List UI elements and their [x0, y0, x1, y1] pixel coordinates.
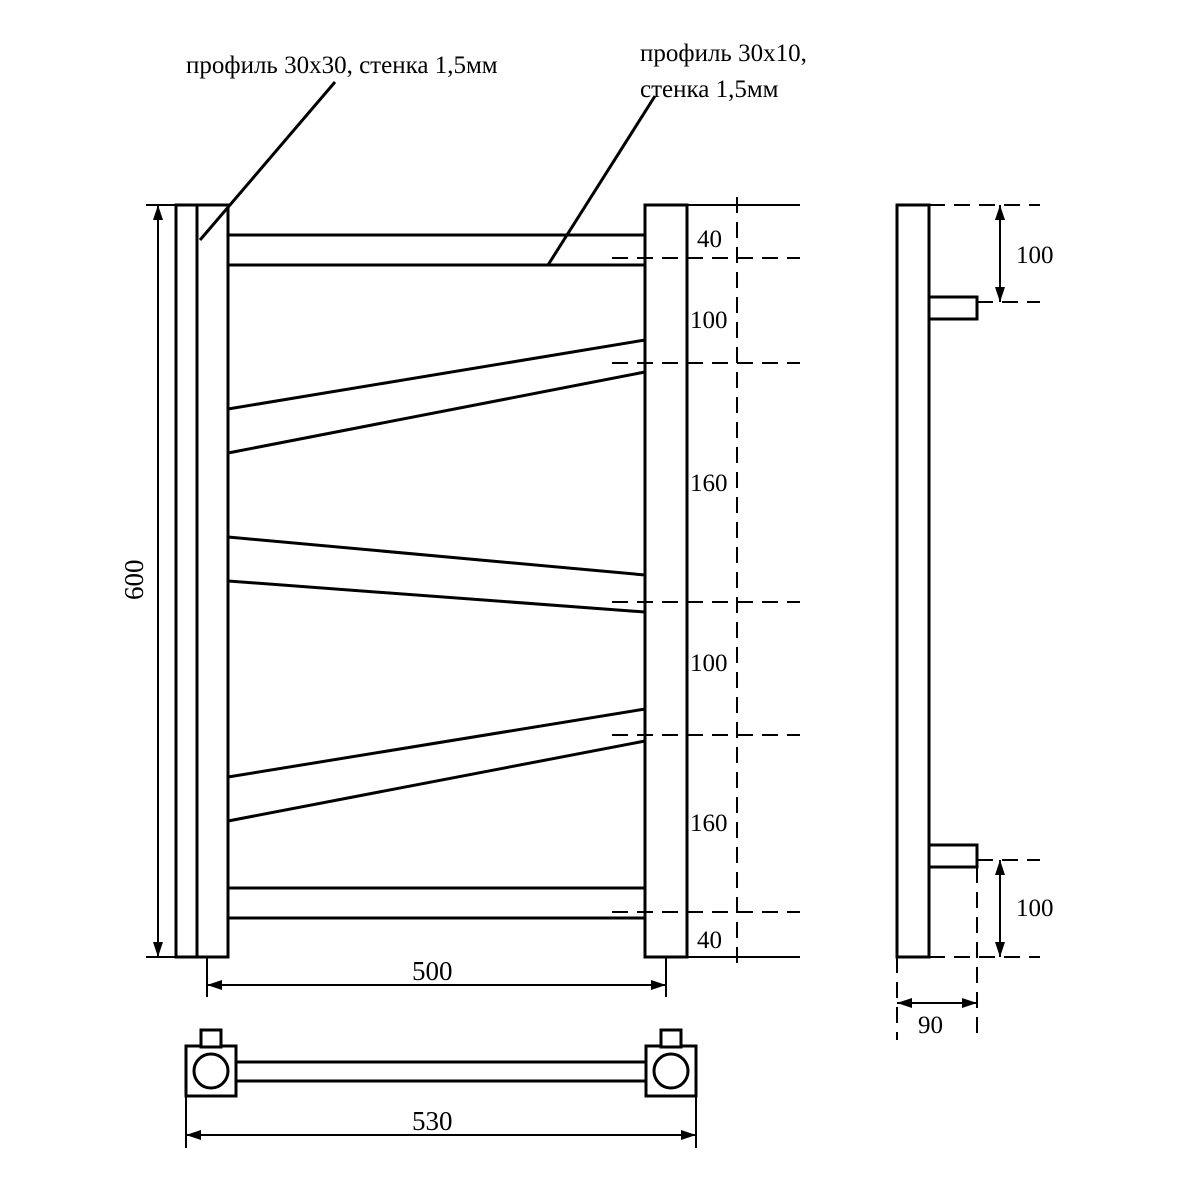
dimension-label-depth-90: 90 [918, 1012, 943, 1039]
side-view-bottom-connector [929, 845, 977, 867]
dimension-label-side-top-100: 100 [1016, 242, 1054, 269]
plan-view [186, 1030, 696, 1096]
segment-label-40-top: 40 [697, 226, 722, 253]
dimension-label-plan-530: 530 [412, 1106, 453, 1136]
top-horizontal-bar [228, 235, 645, 265]
segment-label-160-lower: 160 [690, 810, 728, 837]
segment-label-160-upper: 160 [690, 470, 728, 497]
note-left-profile: профиль 30x30, стенка 1,5мм [186, 52, 498, 79]
note-right-profile-line2: стенка 1,5мм [640, 76, 779, 103]
left-vertical-profile [176, 205, 228, 957]
dimension-label-side-bottom-100: 100 [1016, 895, 1054, 922]
slanted-bar-1 [228, 340, 645, 453]
right-vertical-profile [645, 205, 687, 957]
slanted-bar-3 [228, 709, 645, 821]
dimension-label-height-600: 600 [119, 559, 149, 600]
note-right-profile-line1: профиль 30x10, [640, 40, 807, 67]
slanted-bar-2 [228, 537, 645, 612]
segment-label-100-lower: 100 [690, 650, 728, 677]
dimension-label-width-500: 500 [412, 956, 453, 986]
bottom-horizontal-bar [228, 888, 645, 918]
segment-label-40-bottom: 40 [697, 927, 722, 954]
side-view-top-connector [929, 297, 977, 319]
segment-label-100-upper: 100 [690, 307, 728, 334]
side-view-profile [897, 205, 929, 957]
